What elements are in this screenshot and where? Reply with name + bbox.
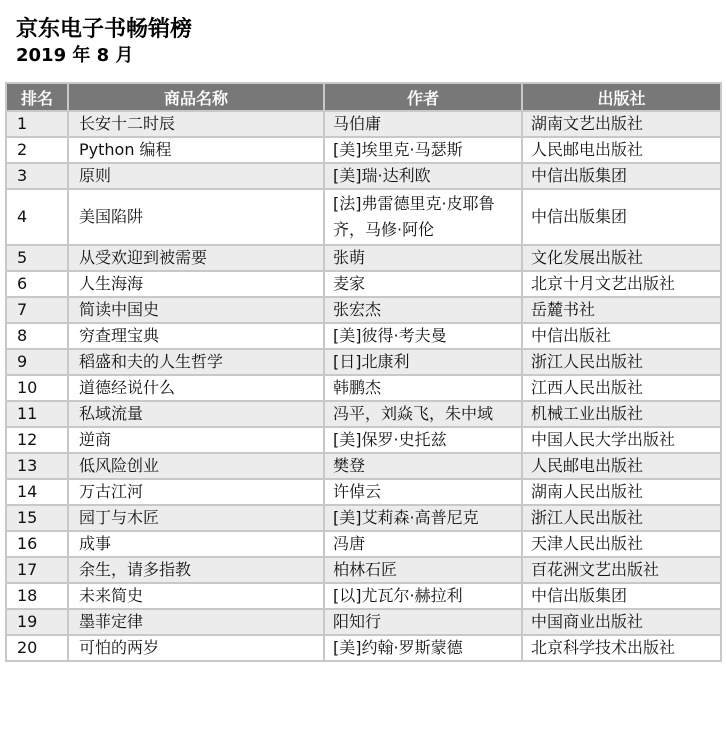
publisher-cell: 天津人民出版社 (522, 531, 721, 557)
book-title-cell: 成事 (68, 531, 324, 557)
table-header-row (6, 83, 721, 111)
table-body (6, 111, 721, 661)
author-cell: [美]埃里克·马瑟斯 (324, 137, 522, 163)
book-title-cell: 稻盛和夫的人生哲学 (68, 349, 324, 375)
book-title-cell: 可怕的两岁 (68, 635, 324, 661)
publisher-cell: 中信出版社 (522, 323, 721, 349)
rank-cell: 9 (6, 349, 68, 375)
book-title-cell: 道德经说什么 (68, 375, 324, 401)
book-title-cell: 穷查理宝典 (68, 323, 324, 349)
rank-cell: 19 (6, 609, 68, 635)
book-title-cell: 墨菲定律 (68, 609, 324, 635)
author-cell: 冯唐 (324, 531, 522, 557)
author-cell: [美]瑞·达利欧 (324, 163, 522, 189)
book-title-cell: 人生海海 (68, 271, 324, 297)
table-row (6, 111, 721, 137)
rank-cell: 1 (6, 111, 68, 137)
rank-cell: 2 (6, 137, 68, 163)
table-row (6, 609, 721, 635)
rank-cell: 14 (6, 479, 68, 505)
author-cell: 麦家 (324, 271, 522, 297)
author-cell: 柏林石匠 (324, 557, 522, 583)
table-row (6, 557, 721, 583)
table-row (6, 137, 721, 163)
author-cell: 张萌 (324, 245, 522, 271)
table-row (6, 375, 721, 401)
rank-cell: 3 (6, 163, 68, 189)
author-cell: 马伯庸 (324, 111, 522, 137)
rank-cell: 5 (6, 245, 68, 271)
table-row (6, 323, 721, 349)
author-cell: 张宏杰 (324, 297, 522, 323)
table-row (6, 245, 721, 271)
publisher-cell: 湖南文艺出版社 (522, 111, 721, 137)
book-title-cell: 从受欢迎到被需要 (68, 245, 324, 271)
rank-cell: 8 (6, 323, 68, 349)
table-row (6, 427, 721, 453)
book-title-cell: 低风险创业 (68, 453, 324, 479)
publisher-cell: 北京科学技术出版社 (522, 635, 721, 661)
bestseller-table (5, 82, 722, 662)
table-row (6, 189, 721, 245)
rank-cell: 20 (6, 635, 68, 661)
publisher-cell: 湖南人民出版社 (522, 479, 721, 505)
book-title-cell: 私域流量 (68, 401, 324, 427)
book-title-cell: 未来简史 (68, 583, 324, 609)
publisher-cell: 浙江人民出版社 (522, 505, 721, 531)
rank-cell: 6 (6, 271, 68, 297)
publisher-cell: 岳麓书社 (522, 297, 721, 323)
book-title-cell: 万古江河 (68, 479, 324, 505)
author-cell: [美]保罗·史托兹 (324, 427, 522, 453)
rank-cell: 12 (6, 427, 68, 453)
rank-cell: 15 (6, 505, 68, 531)
page-title: 京东电子书畅销榜 (16, 17, 193, 42)
publisher-cell: 中国商业出版社 (522, 609, 721, 635)
book-title-cell: 长安十二时辰 (68, 111, 324, 137)
rank-cell: 10 (6, 375, 68, 401)
page-subtitle-date: 2019 年 8 月 (16, 45, 134, 66)
column-header-publisher: 出版社 (522, 83, 721, 111)
publisher-cell: 机械工业出版社 (522, 401, 721, 427)
table-row (6, 531, 721, 557)
author-cell: [美]彼得·考夫曼 (324, 323, 522, 349)
author-cell: [日]北康利 (324, 349, 522, 375)
publisher-cell: 江西人民出版社 (522, 375, 721, 401)
publisher-cell: 中信出版集团 (522, 189, 721, 245)
book-title-cell: Python 编程 (68, 137, 324, 163)
author-cell: [以]尤瓦尔·赫拉利 (324, 583, 522, 609)
table-row (6, 505, 721, 531)
book-title-cell: 美国陷阱 (68, 189, 324, 245)
publisher-cell: 中信出版集团 (522, 163, 721, 189)
table-row (6, 297, 721, 323)
publisher-cell: 北京十月文艺出版社 (522, 271, 721, 297)
column-header-title: 商品名称 (68, 83, 324, 111)
rank-cell: 11 (6, 401, 68, 427)
column-header-rank: 排名 (6, 83, 68, 111)
table-row (6, 583, 721, 609)
book-title-cell: 逆商 (68, 427, 324, 453)
publisher-cell: 中国人民大学出版社 (522, 427, 721, 453)
author-cell: [美]艾莉森·高普尼克 (324, 505, 522, 531)
publisher-cell: 浙江人民出版社 (522, 349, 721, 375)
publisher-cell: 百花洲文艺出版社 (522, 557, 721, 583)
book-title-cell: 园丁与木匠 (68, 505, 324, 531)
table-row (6, 635, 721, 661)
rank-cell: 7 (6, 297, 68, 323)
author-cell: 冯平，刘焱飞，朱中域 (324, 401, 522, 427)
author-cell: 韩鹏杰 (324, 375, 522, 401)
rank-cell: 13 (6, 453, 68, 479)
table-row (6, 349, 721, 375)
rank-cell: 4 (6, 189, 68, 245)
table-row (6, 479, 721, 505)
table-row (6, 453, 721, 479)
column-header-author: 作者 (324, 83, 522, 111)
table-row (6, 271, 721, 297)
rank-cell: 17 (6, 557, 68, 583)
author-cell: 樊登 (324, 453, 522, 479)
publisher-cell: 人民邮电出版社 (522, 453, 721, 479)
author-cell: 许倬云 (324, 479, 522, 505)
publisher-cell: 文化发展出版社 (522, 245, 721, 271)
book-title-cell: 余生，请多指教 (68, 557, 324, 583)
author-cell: 阳知行 (324, 609, 522, 635)
rank-cell: 16 (6, 531, 68, 557)
book-title-cell: 简读中国史 (68, 297, 324, 323)
author-cell: [法]弗雷德里克·皮耶鲁齐，马修·阿伦 (324, 189, 522, 245)
book-title-cell: 原则 (68, 163, 324, 189)
table-row (6, 163, 721, 189)
table-row (6, 401, 721, 427)
publisher-cell: 中信出版集团 (522, 583, 721, 609)
publisher-cell: 人民邮电出版社 (522, 137, 721, 163)
author-cell: [美]约翰·罗斯蒙德 (324, 635, 522, 661)
rank-cell: 18 (6, 583, 68, 609)
